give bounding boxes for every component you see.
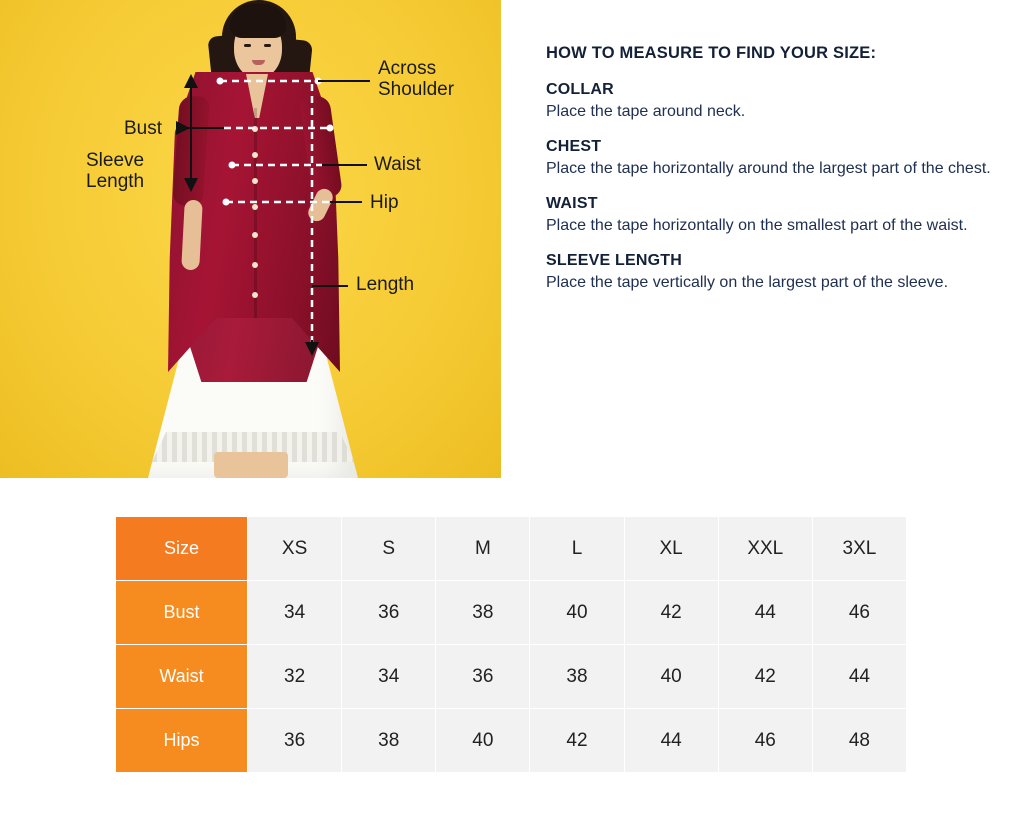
arm-left xyxy=(181,200,203,271)
instruction-chest-heading: CHEST xyxy=(546,138,602,155)
button-dot xyxy=(252,232,258,238)
button-dot xyxy=(252,292,258,298)
button-dot xyxy=(252,152,258,158)
legs-shape xyxy=(214,452,288,478)
waist-xs: 32 xyxy=(248,645,342,709)
bust-xxl: 44 xyxy=(718,581,812,645)
label-length: Length xyxy=(356,274,415,295)
eye-left xyxy=(244,44,251,47)
instruction-waist-body: Place the tape horizontally on the smallest part of the waist. xyxy=(546,217,968,234)
table-row xyxy=(116,581,907,645)
bust-xl: 42 xyxy=(624,581,718,645)
row-header-bust: Bust xyxy=(116,581,248,645)
table-row xyxy=(116,517,907,581)
waist-l: 38 xyxy=(530,645,624,709)
size-chart-table xyxy=(115,516,907,773)
model-illustration xyxy=(0,0,501,478)
size-3xl: 3XL xyxy=(812,517,906,581)
button-dot xyxy=(252,204,258,210)
button-placket xyxy=(254,108,257,318)
size-xs: XS xyxy=(248,517,342,581)
row-header-hips: Hips xyxy=(116,709,248,773)
size-m: M xyxy=(436,517,530,581)
bust-s: 36 xyxy=(342,581,436,645)
bust-l: 40 xyxy=(530,581,624,645)
button-dot xyxy=(252,178,258,184)
waist-xxl: 42 xyxy=(718,645,812,709)
table-row xyxy=(116,645,907,709)
waist-3xl: 44 xyxy=(812,645,906,709)
size-xxl: XXL xyxy=(718,517,812,581)
label-across-shoulder: Across Shoulder xyxy=(378,58,455,100)
instruction-chest-body: Place the tape horizontally around the largest part of the chest. xyxy=(546,160,991,177)
instruction-collar xyxy=(546,81,1006,122)
instructions-panel xyxy=(546,0,1006,478)
table-row xyxy=(116,709,907,773)
bust-3xl: 46 xyxy=(812,581,906,645)
instruction-sleeve-length-body: Place the tape vertically on the largest part of the sleeve. xyxy=(546,274,949,291)
size-s: S xyxy=(342,517,436,581)
waist-m: 36 xyxy=(436,645,530,709)
label-hip: Hip xyxy=(370,192,399,213)
button-dot xyxy=(252,126,258,132)
instruction-sleeve-length-heading: SLEEVE LENGTH xyxy=(546,252,682,269)
instruction-waist xyxy=(546,195,1006,236)
hips-s: 38 xyxy=(342,709,436,773)
row-header-waist: Waist xyxy=(116,645,248,709)
eye-right xyxy=(264,44,271,47)
waist-s: 34 xyxy=(342,645,436,709)
waist-xl: 40 xyxy=(624,645,718,709)
row-header-size: Size xyxy=(116,517,248,581)
hair-front xyxy=(230,4,286,38)
instruction-waist-heading: WAIST xyxy=(546,195,598,212)
size-l: L xyxy=(530,517,624,581)
hips-3xl: 48 xyxy=(812,709,906,773)
label-sleeve-length: Sleeve Length xyxy=(86,150,145,192)
bust-xs: 34 xyxy=(248,581,342,645)
instruction-chest xyxy=(546,138,1006,179)
hips-m: 40 xyxy=(436,709,530,773)
instructions-title: HOW TO MEASURE TO FIND YOUR SIZE: xyxy=(546,44,877,62)
button-dot xyxy=(252,262,258,268)
size-xl: XL xyxy=(624,517,718,581)
hips-xs: 36 xyxy=(248,709,342,773)
hips-xl: 44 xyxy=(624,709,718,773)
hips-xxl: 46 xyxy=(718,709,812,773)
instruction-collar-heading: COLLAR xyxy=(546,81,614,98)
bust-m: 38 xyxy=(436,581,530,645)
model-photo-panel xyxy=(0,0,501,478)
label-waist: Waist xyxy=(374,154,421,175)
instruction-sleeve-length xyxy=(546,252,1006,293)
label-bust: Bust xyxy=(124,118,163,139)
hips-l: 42 xyxy=(530,709,624,773)
instruction-collar-body: Place the tape around neck. xyxy=(546,103,746,120)
size-chart-table-wrapper xyxy=(115,516,907,773)
